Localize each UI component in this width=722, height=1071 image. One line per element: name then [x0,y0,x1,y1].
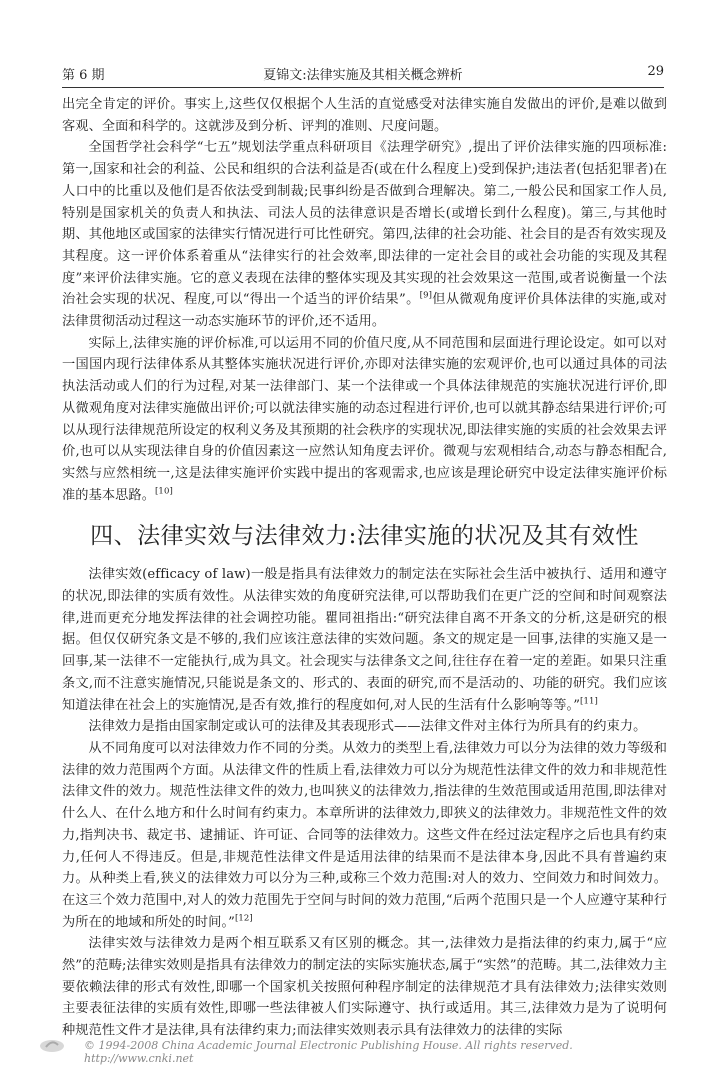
paragraph-3-text: 实际上,法律实施的评价标准,可以运用不同的价值尺度,从不同范围和层面进行理论设定。如可以对一国国内现行法律体系从其整体实施状况进行评价,亦即对法律实施的宏观评价,也可以通过具体的司法执法活动或人们的行为过程,对某一法律部门、某一个法律或一个具体法律规范的实施状况进行评价,即从微观角度对法律实施做出评价;可以就法律实施的动态过程进行评价,也可以就其静态结果进行评价;可以从现行法律规范所设定的权利义务及其预期的社会秩序的实现状况,即法律实施的实质的社会效果去评价,也可以从实现法律自身的价值因素这一应然认知角度去评价。微观与宏观相结合,动态与静态相配合,实然与应然相统一,这是法律实施评价实践中提出的客观需求,也应该是理论研究中设定法律实施评价标准的基本思路。 [62,335,667,503]
paragraph-2-text: 全国哲学社会科学“七五”规划法学重点科研项目《法理学研究》,提出了评价法律实施的四项标准:第一,国家和社会的利益、公民和组织的合法利益是否(或在什么程度上)受到保护;违法者(包括犯罪者)在人口中的比重以及他们是否依法受到制裁;民事纠纷是否做到合理解决。第二,一般公民和国家工作人员,特别是国家机关的负责人和执法、司法人员的法律意识是否增长(或增长到什么程度)。第三,与其他时期、其他地区或国家的法律实行情况进行可比性研究。第四,法律的社会功能、社会目的是否有效实现及其程度。这一评价体系着重从“法律实行的社会效率,即法律的一定社会目的或社会功能的实现及其程度”来评价法律实施。它的意义表现在法律的整体实现及其实现的社会效果这一范围,或者说衡量一个法治社会实现的状况、程度,可以“得出一个适当的评价结果”。 [62,140,667,308]
citation-12: [12] [234,913,253,924]
issue-number: 第 6 期 [62,68,105,83]
article-body [62,94,667,1042]
section-heading: 四、法律实效与法律效力:法律实施的状况及其有效性 [90,523,639,550]
citation-10: [10] [155,486,173,497]
citation-11: [11] [580,696,598,707]
page-number: 29 [647,64,664,79]
paragraph-4 [62,564,667,716]
running-header [62,64,664,86]
paragraph-5: 法律效力是指由国家制定或认可的法律及其表现形式——法律文件对主体行为所具有的约束力。 [88,719,647,735]
paragraph-7: 法律实效与法律效力是两个相互联系又有区别的概念。其一,法律效力是指法律的约束力,属于“应然”的范畴;法律实效则是指具有法律效力的制定法的实际实施状态,属于“实然”的范畴。其二,法律效力主要依赖法律的形式有效性,即哪一个国家机关按照何种程序制定的法律规范才具有法律效力;法律实效则主要表征法律的实质有效性,即哪一些法律被人们实际遵守、执行或适用。其三,法律效力是为了说明何种规范性文件才是法律,具有法律约束力;而法律实效则表示具有法律效力的法律的实际 [62,936,668,1039]
running-title: 夏锦文:法律实施及其相关概念辨析 [263,68,463,83]
copyright-notice: © 1994-2008 China Academic Journal Electronic Publishing House. All rights reserved. http://www.cnki.net [84,1039,573,1065]
paragraph-3 [62,333,667,507]
paragraph-2-tail: 但从微观角度评价具体法律的实施,或对法律贯彻活动过程这一动态实施环节的评价,还不适用。 [62,292,667,330]
paragraph-6 [62,738,667,933]
cnki-logo-icon [38,1036,66,1054]
paragraph-4-text: 法律实效(efficacy of law)一般是指具有法律效力的制定法在实际社会生活中被执行、适用和遵守的状况,即法律的实质有效性。从法律实效的角度研究法律,可以帮助我们在更广泛的空间和时间观察法律,进而更充分地发挥法律的社会调控功能。瞿同祖指出:“研究法律自离不开条文的分析,这是研究的根据。但仅仅研究条文是不够的,我们应该注意法律的实效问题。条文的规定是一回事,法律的实施又是一回事,某一法律不一定能执行,成为具文。社会现实与法律条文之间,往往存在着一定的差距。如果只注重条文,而不注意实施情况,只能说是条文的、形式的、表面的研究,而不是活动的、功能的研究。我们应该知道法律在社会上的实施情况,是否有效,推行的程度如何,对人民的生活有什么影响等等。” [62,567,667,713]
paragraph-2 [62,137,667,332]
page-footer [38,1038,678,1065]
header-rule [62,87,664,88]
paragraph-6-text: 从不同角度可以对法律效力作不同的分类。从效力的类型上看,法律效力可以分为法律的效力等级和法律的效力范围两个方面。从法律文件的性质上看,法律效力可以分为规范性法律文件的效力和非规范性法律文件的效力。规范性法律文件的效力,也叫狭义的法律效力,指法律的生效范围或适用范围,即法律对什么人、在什么地方和什么时间有约束力。本章所讲的法律效力,即狭义的法律效力。非规范性文件的效力,指判决书、裁定书、逮捕证、许可证、合同等的法律效力。这些文件在经过法定程序之后也具有约束力,任何人不得违反。但是,非规范性法律文件是适用法律的结果而不是法律本身,因此不具有普遍约束力。从种类上看,狭义的法律效力可以分为三种,或称三个效力范围:对人的效力、空间效力和时间效力。在这三个效力范围中,对人的效力范围先于空间与时间的效力范围,“后两个范围只是一个人应遵守某种行为所在的地域和所处的时间。” [62,740,667,930]
paragraph-1: 出完全肯定的评价。事实上,这些仅仅根据个人生活的直觉感受对法律实施自发做出的评价,是难以做到客观、全面和科学的。这就涉及到分析、评判的准则、尺度问题。 [62,97,667,134]
citation-9: [9] [419,290,432,301]
